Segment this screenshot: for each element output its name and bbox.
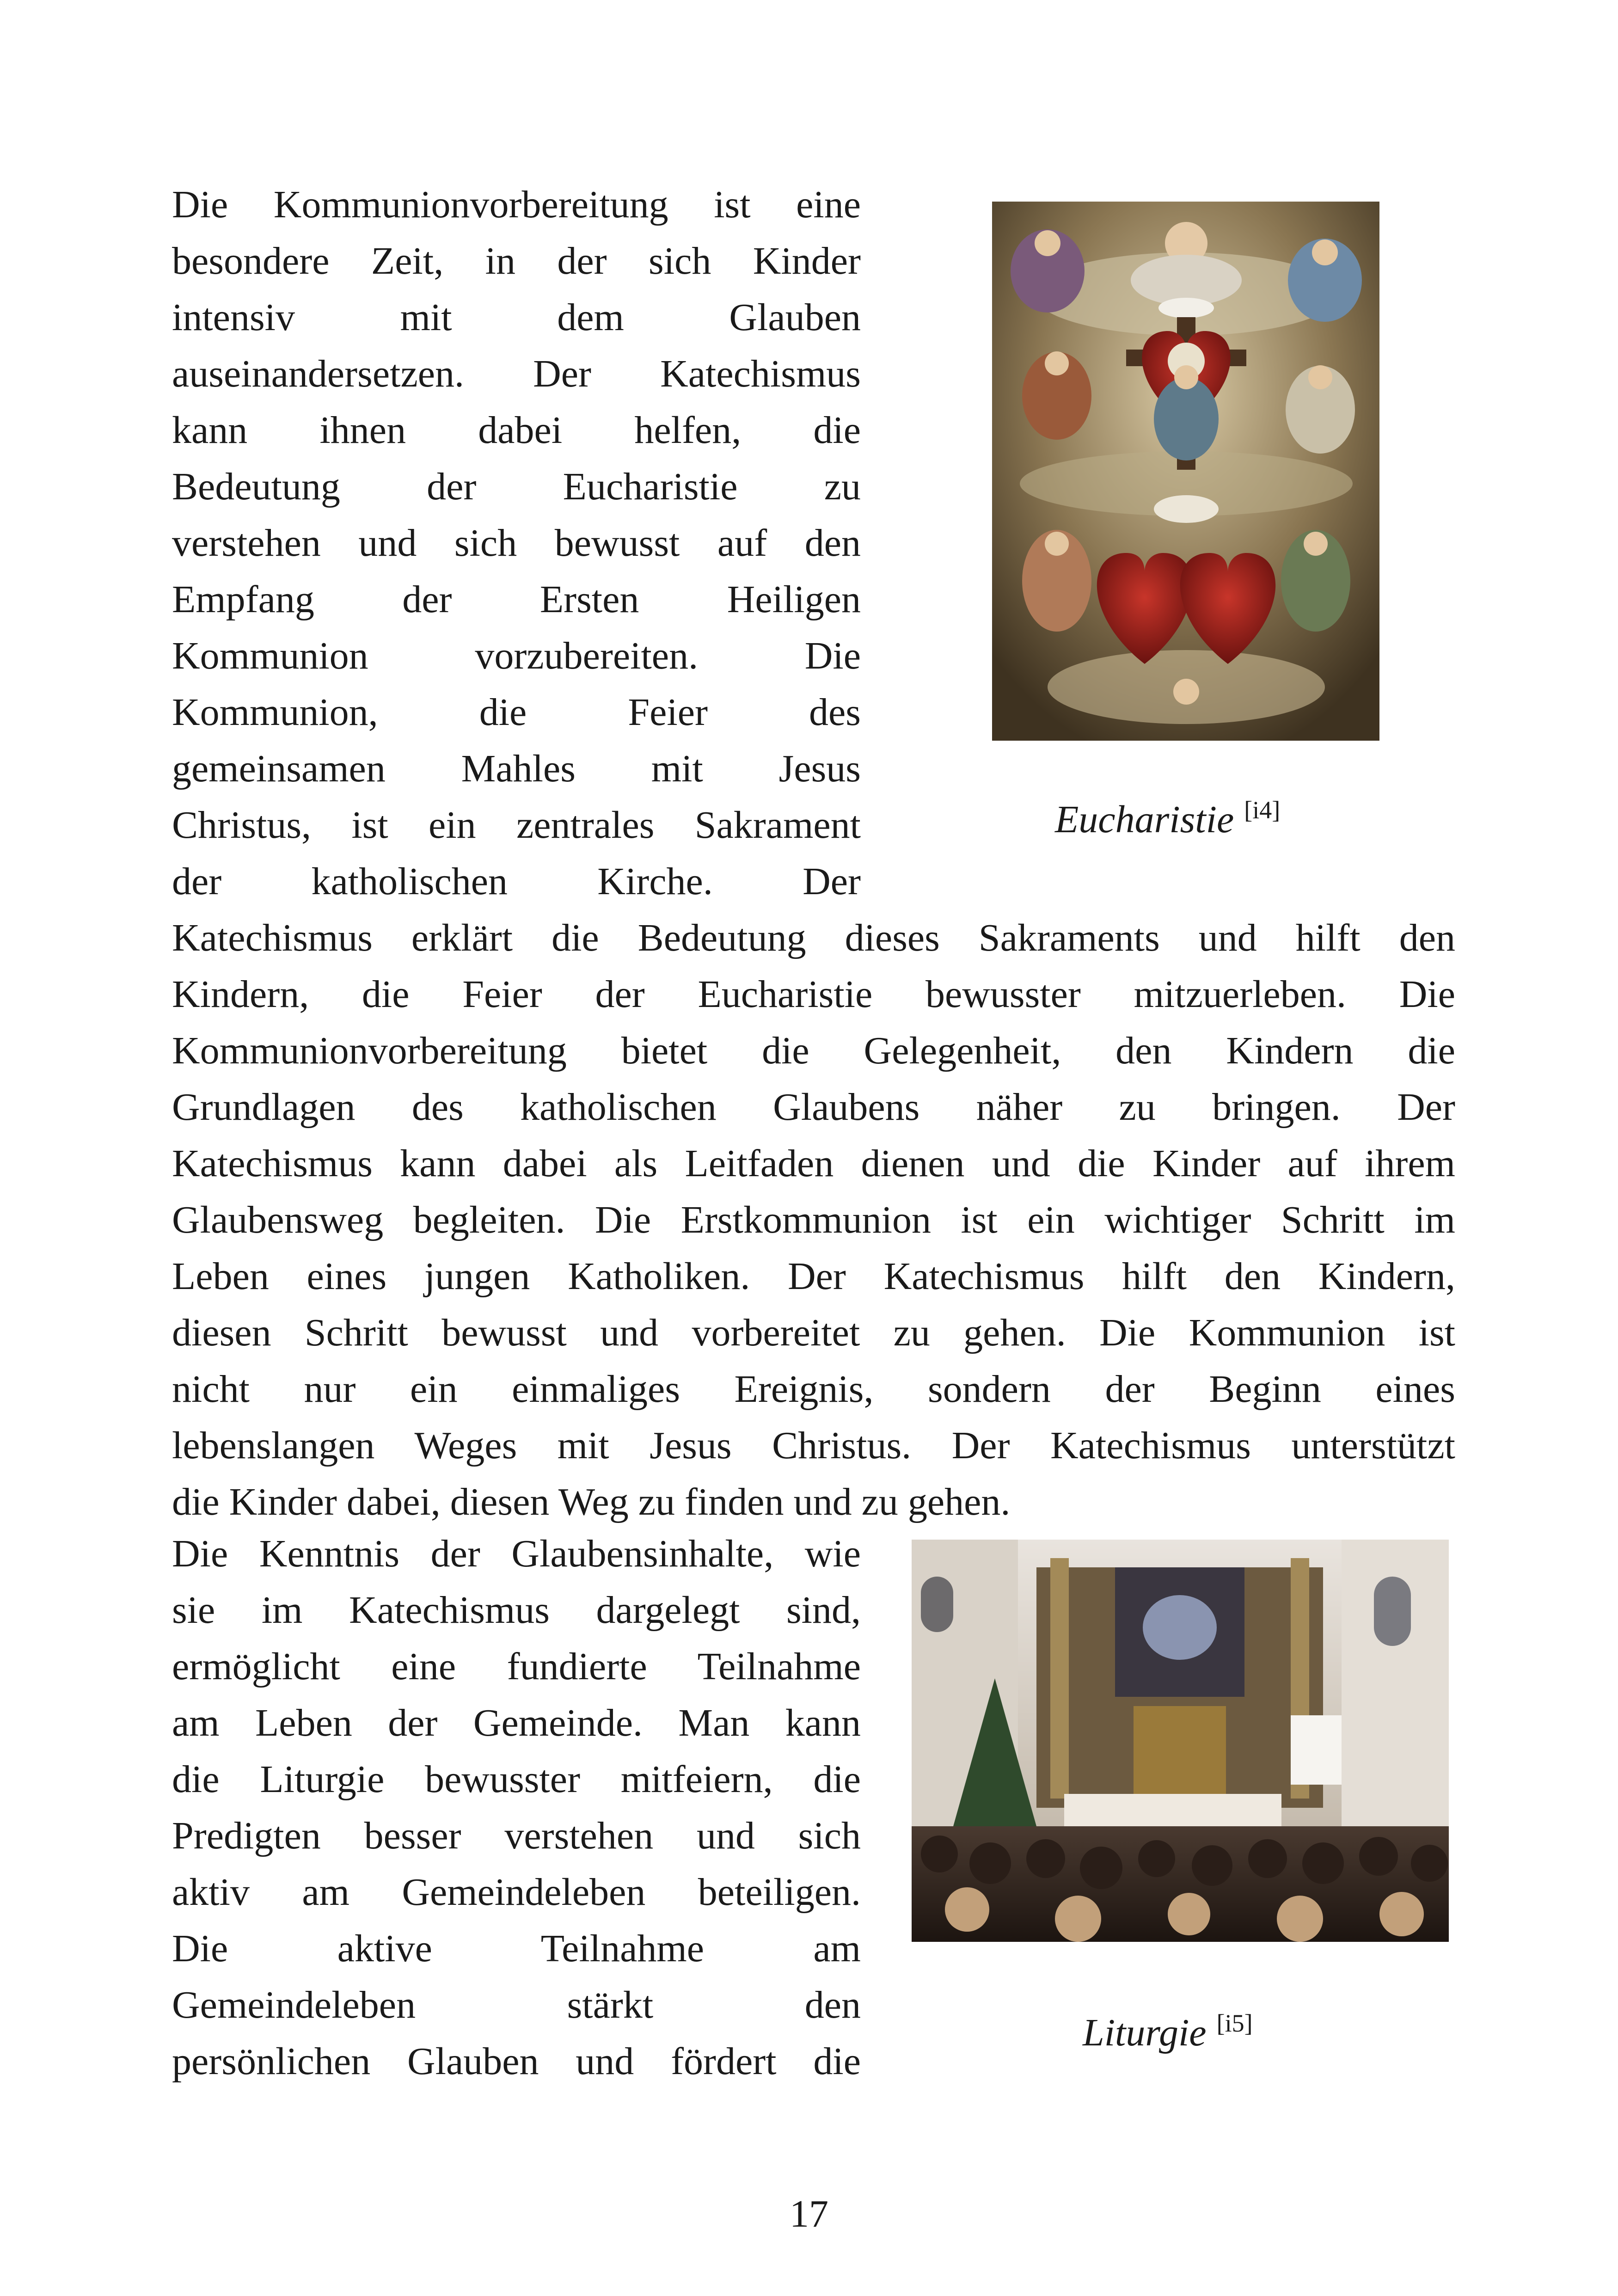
text-line: Katechismus erklärt die Bedeutung dieses Sakraments und hilft den [172, 916, 1455, 959]
image-reference: [i5] [1216, 2009, 1253, 2037]
text-line: Glaubensweg begleiten. Die Erstkommunion ist ein wichtiger Schritt im [172, 1198, 1455, 1241]
image-reference: [i4] [1244, 796, 1281, 824]
text-line: auseinandersetzen. Der Katechismus [172, 352, 861, 395]
text-line: Empfang der Ersten Heiligen [172, 578, 861, 621]
text-line: aktiv am Gemeindeleben beteiligen. [172, 1871, 861, 1914]
text-line: Predigten besser verstehen und sich [172, 1814, 861, 1857]
text-line: Die Kommunionvorbereitung ist eine [172, 183, 861, 226]
text-line: Die aktive Teilnahme am [172, 1927, 861, 1970]
text-line: besondere Zeit, in der sich Kinder [172, 239, 861, 282]
text-line: verstehen und sich bewusst auf den [172, 522, 861, 565]
text-line: Kindern, die Feier der Eucharistie bewusster mitzuerleben. Die [172, 973, 1455, 1016]
text-line: die Kinder dabei, diesen Weg zu finden und zu gehen. [172, 1480, 1011, 1523]
figure-caption-liturgie [1083, 2000, 1253, 2056]
text-line: sie im Katechismus dargelegt sind, [172, 1589, 861, 1632]
text-line: kann ihnen dabei helfen, die [172, 409, 861, 452]
text-line: Katechismus kann dabei als Leitfaden dienen und die Kinder auf ihrem [172, 1142, 1455, 1185]
text-line: gemeinsamen Mahles mit Jesus [172, 747, 861, 790]
text-line: persönlichen Glauben und fördert die [172, 2040, 861, 2083]
text-line: Kommunion, die Feier des [172, 691, 861, 734]
figure-caption-eucharistie [1055, 787, 1280, 843]
text-line: der katholischen Kirche. Der [172, 860, 861, 903]
text-line: Bedeutung der Eucharistie zu [172, 465, 861, 508]
text-line: Gemeindeleben stärkt den [172, 1983, 861, 2026]
text-line: intensiv mit dem Glauben [172, 296, 861, 339]
caption-text: Eucharistie [1055, 798, 1234, 841]
text-line: Leben eines jungen Katholiken. Der Katechismus hilft den Kindern, [172, 1255, 1455, 1298]
text-line: lebenslangen Weges mit Jesus Christus. Der Katechismus unterstützt [172, 1424, 1455, 1467]
text-line: diesen Schritt bewusst und vorbereitet zu gehen. Die Kommunion ist [172, 1311, 1455, 1354]
text-line: Christus, ist ein zentrales Sakrament [172, 804, 861, 847]
eucharistie-painting-image [992, 202, 1379, 741]
liturgie-church-photo [912, 1540, 1449, 1942]
text-line: Grundlagen des katholischen Glaubens näher zu bringen. Der [172, 1086, 1455, 1129]
caption-text: Liturgie [1083, 2011, 1207, 2054]
text-line: Kommunion vorzubereiten. Die [172, 634, 861, 677]
text-line: am Leben der Gemeinde. Man kann [172, 1701, 861, 1744]
text-line: nicht nur ein einmaliges Ereignis, sondern der Beginn eines [172, 1368, 1455, 1411]
text-line: Kommunionvorbereitung bietet die Gelegenheit, den Kindern die [172, 1029, 1455, 1072]
text-line: ermöglicht eine fundierte Teilnahme [172, 1645, 861, 1688]
page-number: 17 [790, 2192, 828, 2235]
text-line: Die Kenntnis der Glaubensinhalte, wie [172, 1532, 861, 1575]
text-line: die Liturgie bewusster mitfeiern, die [172, 1758, 861, 1801]
